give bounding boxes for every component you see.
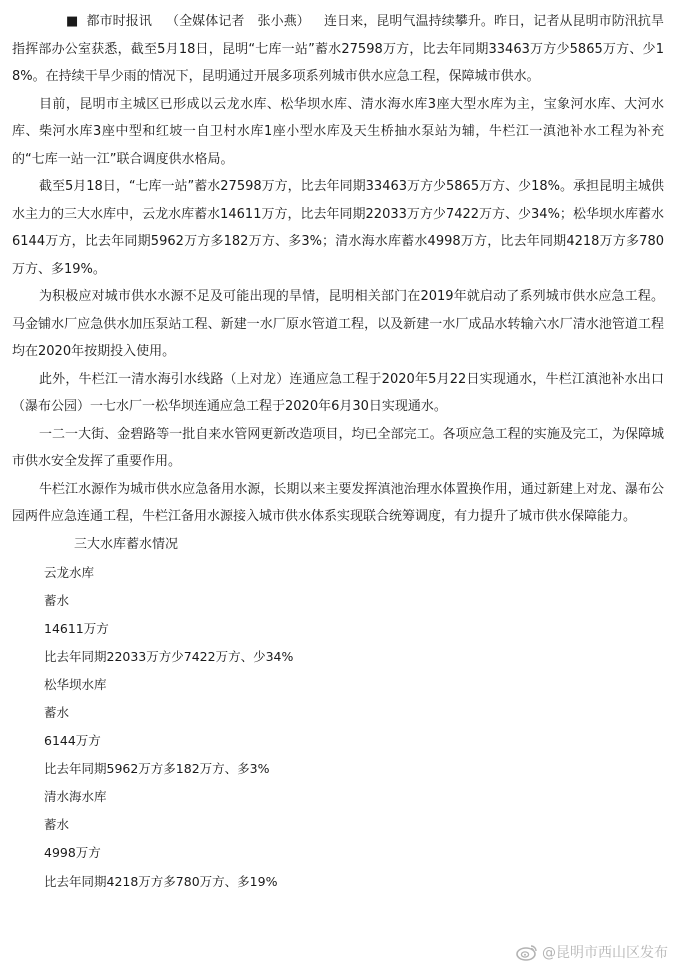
table-row: 云龙水库	[44, 564, 95, 580]
weibo-icon	[516, 943, 538, 961]
watermark	[516, 942, 668, 962]
table-row: 清水海水库	[44, 789, 107, 805]
table-row: 蓄水	[44, 817, 70, 833]
paragraph: 牛栏江水源作为城市供水应急备用水源，长期以来主要发挥滇池治理水体置换作用，通过新建上对龙、瀑布公园两件应急连通工程，牛栏江备用水源接入城市供水体系实现联合统筹调度，有力提升了城市供水保障能力。	[12, 481, 664, 524]
table-title: 三大水库蓄水情况	[74, 536, 179, 552]
bullet-square-icon: ■	[66, 14, 79, 29]
news-source: 都市时报讯	[86, 14, 152, 29]
watermark-text: @昆明市西山区发布	[542, 945, 668, 961]
paragraph: 一二一大街、金碧路等一批自来水管网更新改造项目，均已全部完工。各项应急工程的实施及完工，为保障城市供水安全发挥了重要作用。	[12, 426, 664, 469]
table-row: 比去年同期5962万方多182万方、多3%	[44, 761, 270, 777]
table-row: 14611万方	[44, 620, 109, 636]
lead-text: 连日来，昆明气温持续攀升。昨日，记者从昆明市防汛抗旱指挥部办公室获悉，截至5月18日，昆明“七库一站”蓄水27598万方，比去年同期33463万方少5865万方、少18%。在持续干旱少雨的情况下，昆明通过开展多项系列城市供水应急工程，保障城市供水。	[12, 14, 664, 84]
table-row: 蓄水	[44, 704, 70, 720]
lead-paragraph	[12, 8, 664, 91]
table-row: 比去年同期4218万方多780万方、多19%	[44, 873, 278, 889]
table-row: 6144万方	[44, 733, 101, 749]
paragraph: 目前，昆明市主城区已形成以云龙水库、松华坝水库、清水海水库3座大型水库为主，宝象河水库、大河水库、柴河水库3座中型和红坡一自卫村水库1座小型水库及天生桥抽水泵站为辅，牛栏江一滇池补水工程为补充的“七库一站一江”联合调度供水格局。	[12, 96, 664, 167]
article-body	[12, 8, 664, 896]
table-row: 松华坝水库	[44, 676, 107, 692]
table-row: 4998万方	[44, 845, 101, 861]
reporter-byline: （全媒体记者 张小燕）	[165, 14, 310, 29]
paragraph: 为积极应对城市供水水源不足及可能出现的旱情，昆明相关部门在2019年就启动了系列城市供水应急工程。马金铺水厂应急供水加压泵站工程、新建一水厂原水管道工程，以及新建一水厂成品水转输六水厂清水池管道工程均在2020年按期投入使用。	[12, 289, 664, 359]
paragraph: 截至5月18日，“七库一站”蓄水27598万方，比去年同期33463万方少5865万方、少18%。承担昆明主城供水主力的三大水库中，云龙水库蓄水14611万方，比去年同期22033万方少7422万方、少34%；松华坝水库蓄水6144万方，比去年同期5962万方多182万方、多3%；清水海水库蓄水4998万方，比去年同期4218万方多780万方、多19%。	[12, 179, 664, 277]
paragraph: 此外，牛栏江一清水海引水线路（上对龙）连通应急工程于2020年5月22日实现通水，牛栏江滇池补水出口（瀑布公园）一七水厂一松华坝连通应急工程于2020年6月30日实现通水。	[12, 371, 664, 414]
table-row: 蓄水	[44, 592, 70, 608]
table-row: 比去年同期22033万方少7422万方、少34%	[44, 648, 294, 664]
